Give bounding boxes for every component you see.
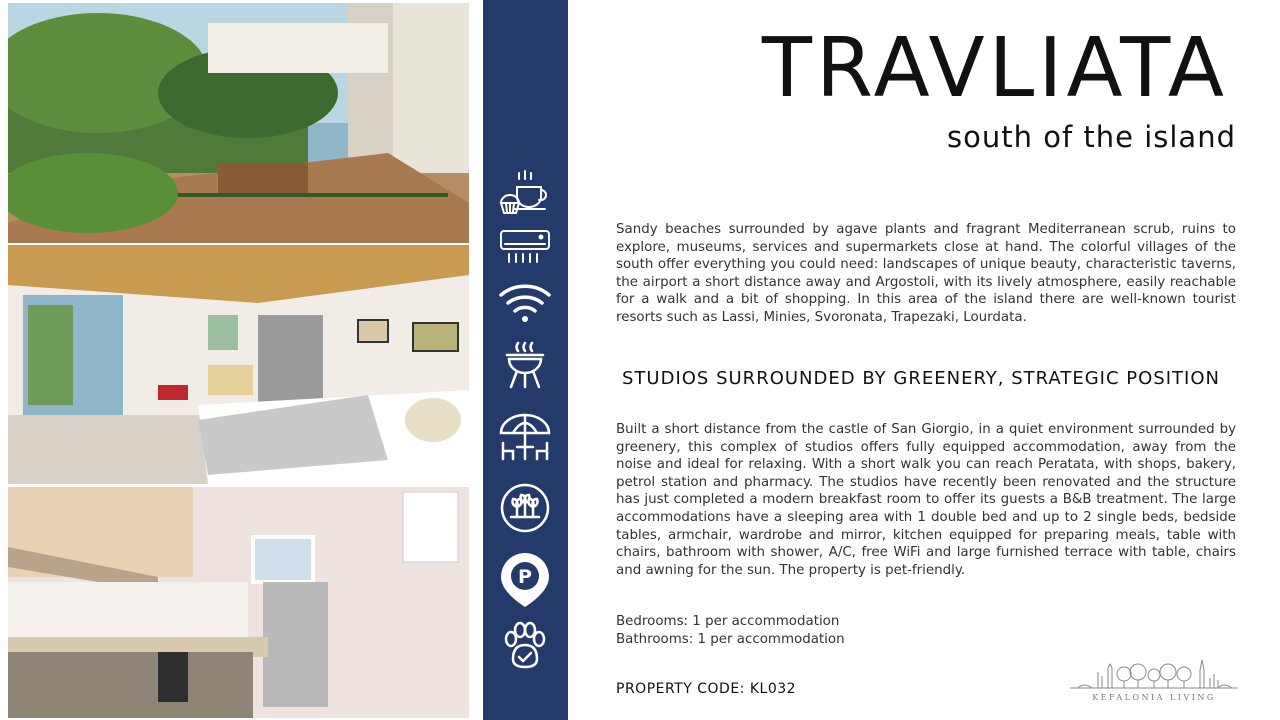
description-paragraph: Built a short distance from the castle of San Giorgio, in a quiet environment surrounded by greenery, this complex of studios offers fully equipped accommodation, away from the noise and ideal for relaxing. With a short walk you can reach Peratata, with shops, bakery, petrol station and pharmacy. The studios have recently been renovated and the structure has just completed a modern breakfast room to offer its guests a B&B treatment. The large accommodations have a sleeping area with 1 double bed and up to 2 single beds, bedside tables, armchair, wardrobe and mirror, kitchen equipped for preparing meals, table with chairs, bathroom with shower, A/C, free WiFi and large furnished terrace with table, chairs and awning for the sun. The property is pet-friendly. bbox=[616, 422, 1236, 578]
brand-logo bbox=[1068, 650, 1240, 710]
parking-letter: P bbox=[518, 566, 532, 588]
property-location: south of the island bbox=[947, 120, 1236, 154]
property-name: TRAVLIATA bbox=[761, 21, 1228, 116]
bedrooms-fact: Bedrooms: 1 per accommodation bbox=[616, 614, 840, 629]
property-code-label: PROPERTY CODE: bbox=[616, 681, 745, 697]
air-conditioning-icon bbox=[495, 220, 555, 272]
parking-icon bbox=[495, 550, 555, 608]
garden-icon bbox=[495, 482, 555, 534]
barbecue-icon bbox=[495, 340, 555, 392]
kitchen-photo bbox=[8, 487, 469, 718]
bathrooms-fact: Bathrooms: 1 per accommodation bbox=[616, 632, 845, 647]
brand-name: KEFALONIA LIVING bbox=[1092, 693, 1216, 702]
intro-paragraph: Sandy beaches surrounded by agave plants and fragrant Mediterranean scrub, ruins to explore, museums, services and supermarkets close at hand. The colorful villages of the south offer everything you could need: landscapes of unique beauty, characteristic taverns, the airport a short distance away and Argostoli, with its lively atmosphere, easily reachable for a walk and a bit of shopping. In this area of the island there are well-known tourist resorts such as Lassi, Minies, Svoronata, Trapezaki, Lourdata. bbox=[616, 222, 1236, 325]
terrace-umbrella-icon bbox=[495, 412, 555, 464]
pet-friendly-icon bbox=[495, 620, 555, 672]
accommodation-facts bbox=[616, 613, 845, 649]
amenities-band bbox=[483, 0, 568, 720]
section-heading: STUDIOS SURROUNDED BY GREENERY, STRATEGIC POSITION bbox=[622, 368, 1220, 389]
breakfast-icon bbox=[495, 168, 555, 220]
property-code-value: KL032 bbox=[749, 681, 797, 697]
terrace-photo bbox=[8, 3, 469, 243]
wifi-icon bbox=[495, 276, 555, 328]
bedroom-photo bbox=[8, 245, 469, 484]
property-code bbox=[616, 681, 796, 697]
